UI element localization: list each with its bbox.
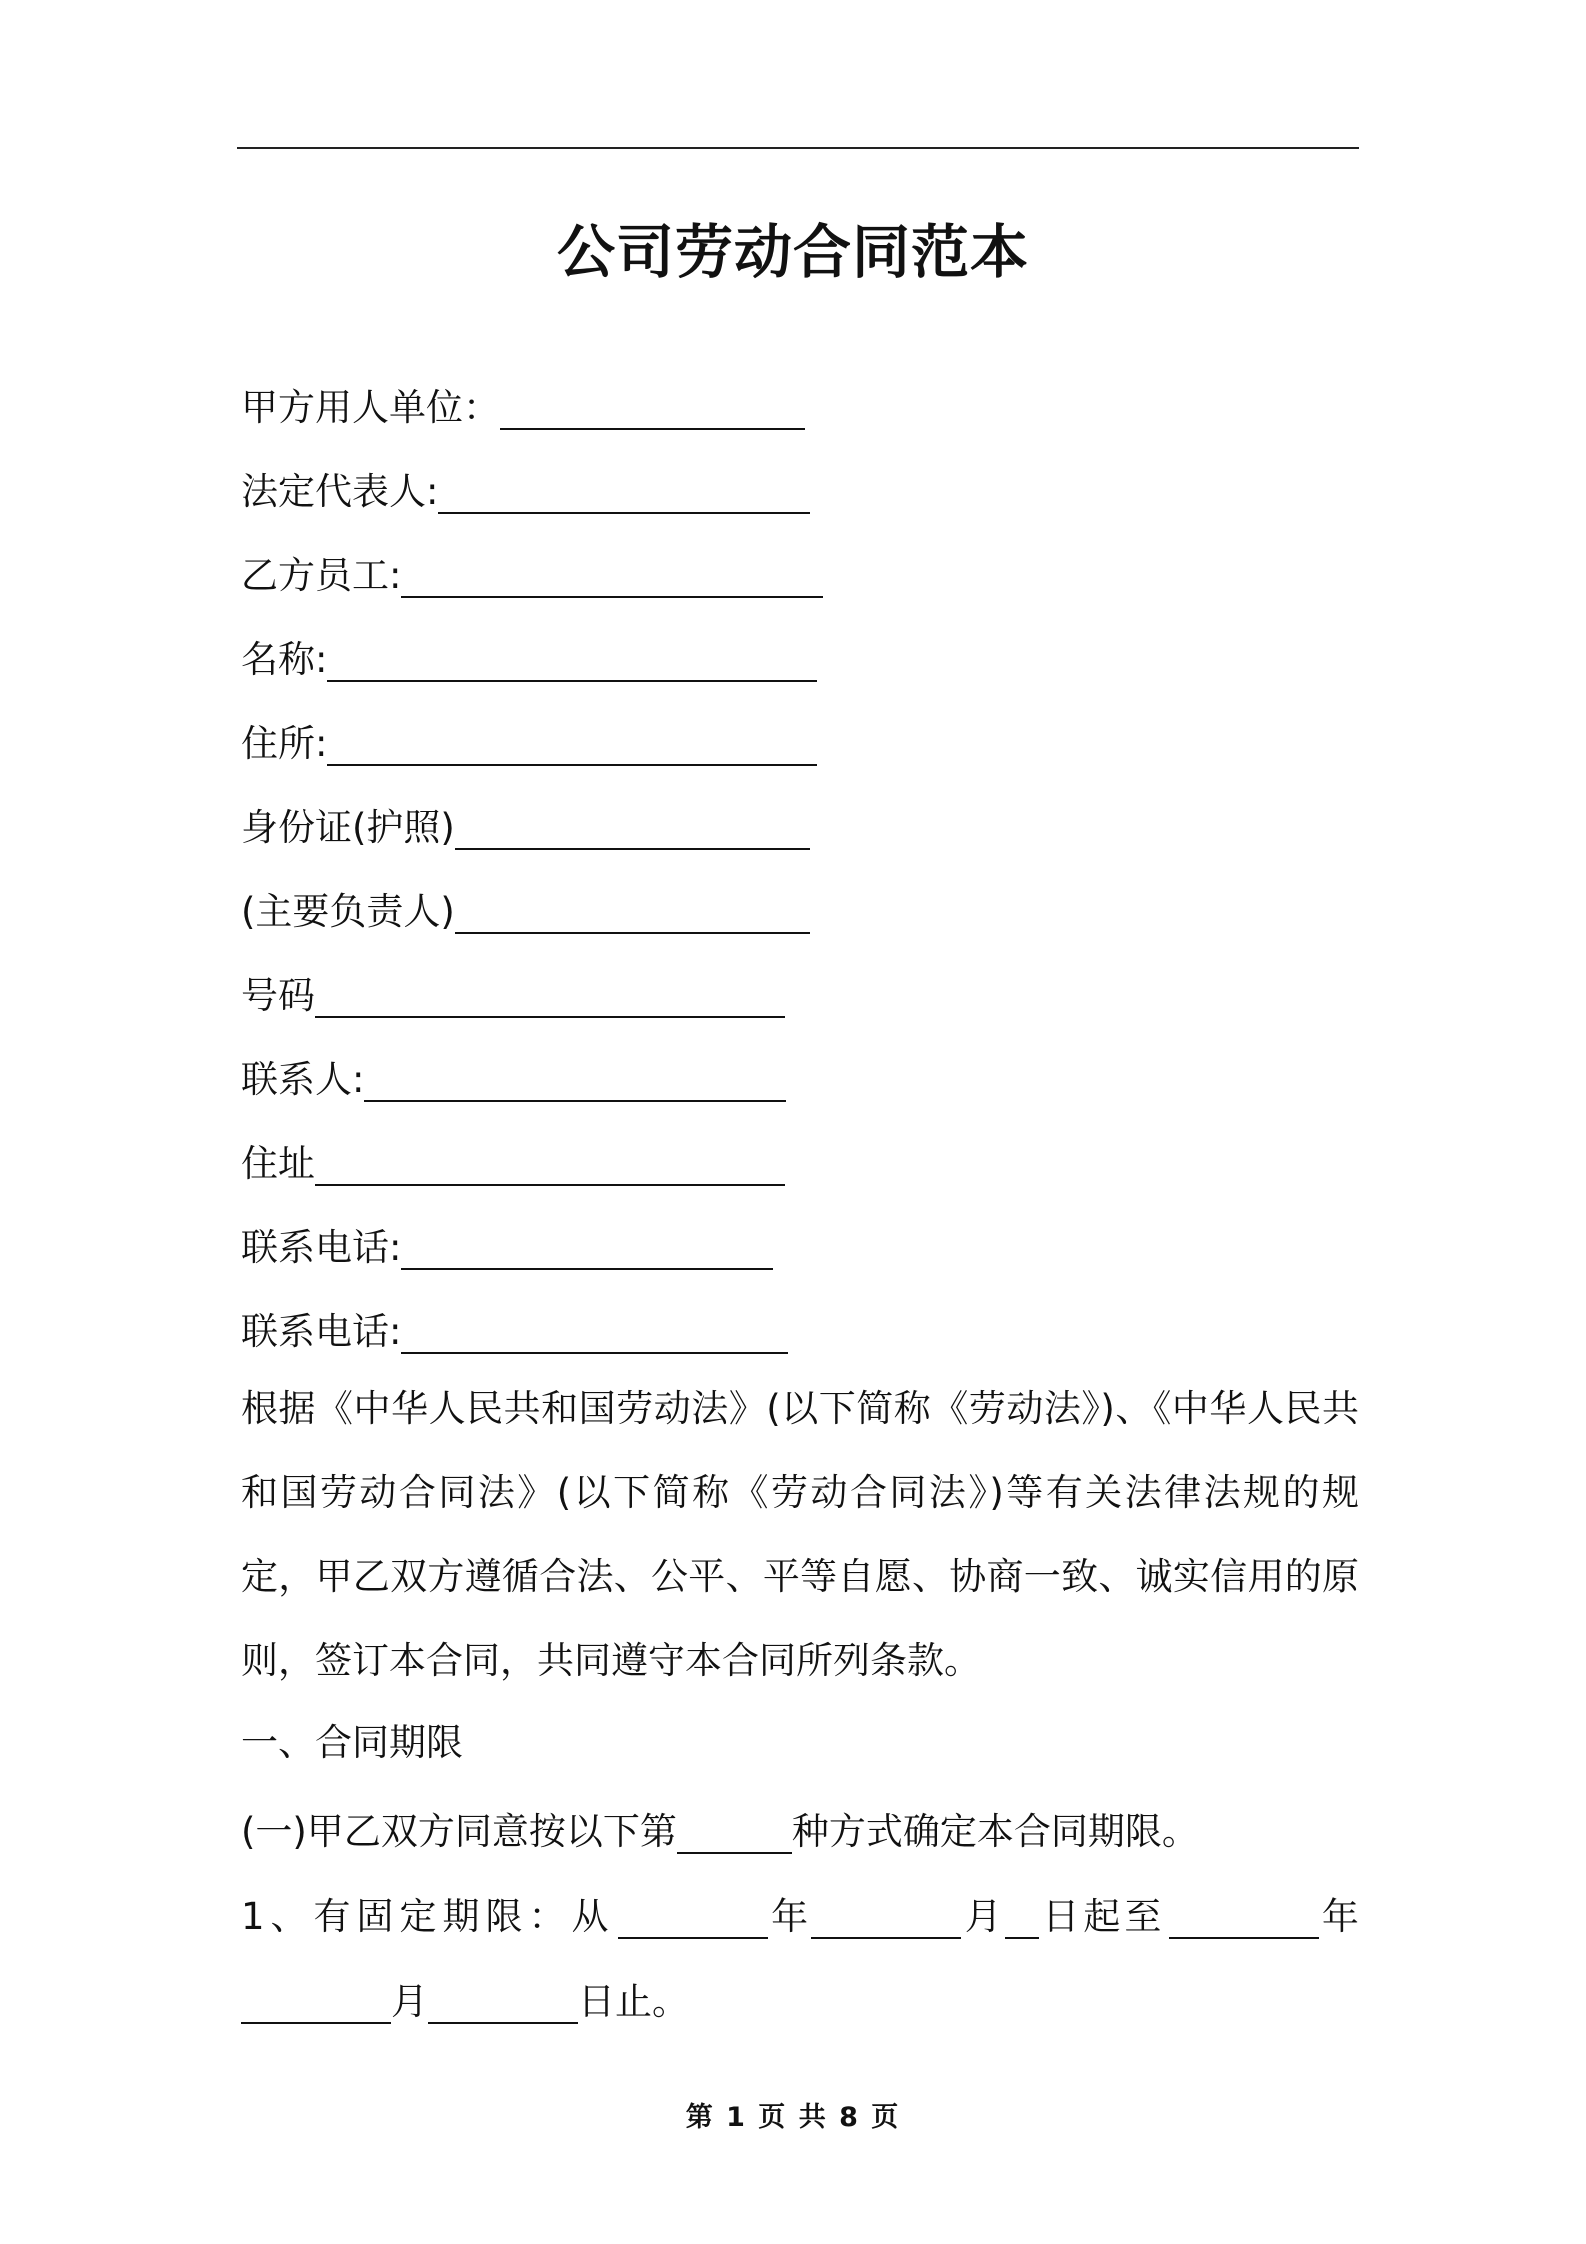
day-end-label: 日止。 — [578, 1980, 689, 2023]
section-heading-term: 一、合同期限 — [241, 1721, 463, 1764]
document-title: 公司劳动合同范本 — [556, 218, 1029, 286]
end-year-blank[interactable] — [1169, 1885, 1319, 1939]
year-label: 年 — [771, 1895, 809, 1938]
preamble-paragraph: 根据《中华人民共和国劳动法》(以下简称《劳动法》)、《中华人民共和国劳动合同法》(以下简称《劳动合同法》)等有关法律法规的规定，甲乙双方遵循合法、公平、平等自愿、协商一致、诚实信用的原则，签订本合同，共同遵守本合同所列条款。 — [241, 1387, 1359, 1682]
header-rule — [237, 147, 1359, 149]
term-method-blank[interactable] — [677, 1800, 792, 1854]
field-row — [241, 544, 823, 628]
party-info-fields — [241, 376, 823, 1384]
fixed-term-prefix: 1、有固定期限：从 — [241, 1895, 615, 1938]
field-label: 名称: — [241, 638, 328, 681]
field-row — [241, 1216, 823, 1300]
field-label: 联系人: — [241, 1058, 365, 1101]
field-row — [241, 1132, 823, 1216]
field-row — [241, 628, 823, 712]
field-label: 联系电话: — [241, 1310, 402, 1353]
field-label: 法定代表人: — [241, 470, 439, 513]
field-blank[interactable] — [401, 1300, 788, 1354]
field-blank[interactable] — [401, 1216, 773, 1270]
field-label: 住址 — [241, 1142, 315, 1185]
field-blank[interactable] — [327, 712, 817, 766]
field-row — [241, 460, 823, 544]
field-label: (主要负责人) — [241, 890, 455, 933]
day-to-label: 日起至 — [1042, 1895, 1166, 1938]
field-label: 甲方用人单位： — [241, 386, 500, 429]
field-row — [241, 880, 823, 964]
field-blank[interactable] — [315, 964, 785, 1018]
month-label: 月 — [964, 1895, 1002, 1938]
field-blank[interactable] — [315, 1132, 785, 1186]
field-row — [241, 1048, 823, 1132]
field-blank[interactable] — [327, 628, 817, 682]
start-month-blank[interactable] — [811, 1885, 961, 1939]
field-row — [241, 964, 823, 1048]
field-blank[interactable] — [364, 1048, 786, 1102]
field-label: 联系电话: — [241, 1226, 402, 1269]
clause-term-suffix: 种方式确定本合同期限。 — [791, 1810, 1199, 1853]
field-row — [241, 712, 823, 796]
field-row — [241, 796, 823, 880]
field-blank[interactable] — [401, 544, 823, 598]
page-footer: 第 1 页 共 8 页 — [685, 2102, 901, 2133]
field-label: 号码 — [241, 974, 315, 1017]
field-label: 乙方员工: — [241, 554, 402, 597]
field-blank[interactable] — [438, 460, 810, 514]
end-day-blank[interactable] — [428, 1970, 578, 2024]
field-blank[interactable] — [455, 796, 810, 850]
end-month-blank[interactable] — [241, 1970, 391, 2024]
field-label: 住所: — [241, 722, 328, 765]
field-blank[interactable] — [455, 880, 810, 934]
fixed-term-line-2 — [241, 1970, 689, 2030]
clause-term-method — [241, 1800, 1199, 1860]
start-year-blank[interactable] — [618, 1885, 768, 1939]
year2-label: 年 — [1321, 1895, 1359, 1938]
field-blank[interactable] — [500, 376, 805, 430]
month2-label: 月 — [391, 1980, 428, 2023]
fixed-term-line — [241, 1885, 1359, 1945]
start-day-blank[interactable] — [1005, 1885, 1039, 1939]
clause-term-prefix: (一)甲乙双方同意按以下第 — [241, 1810, 677, 1853]
field-label: 身份证(护照) — [241, 806, 455, 849]
field-row — [241, 376, 823, 460]
